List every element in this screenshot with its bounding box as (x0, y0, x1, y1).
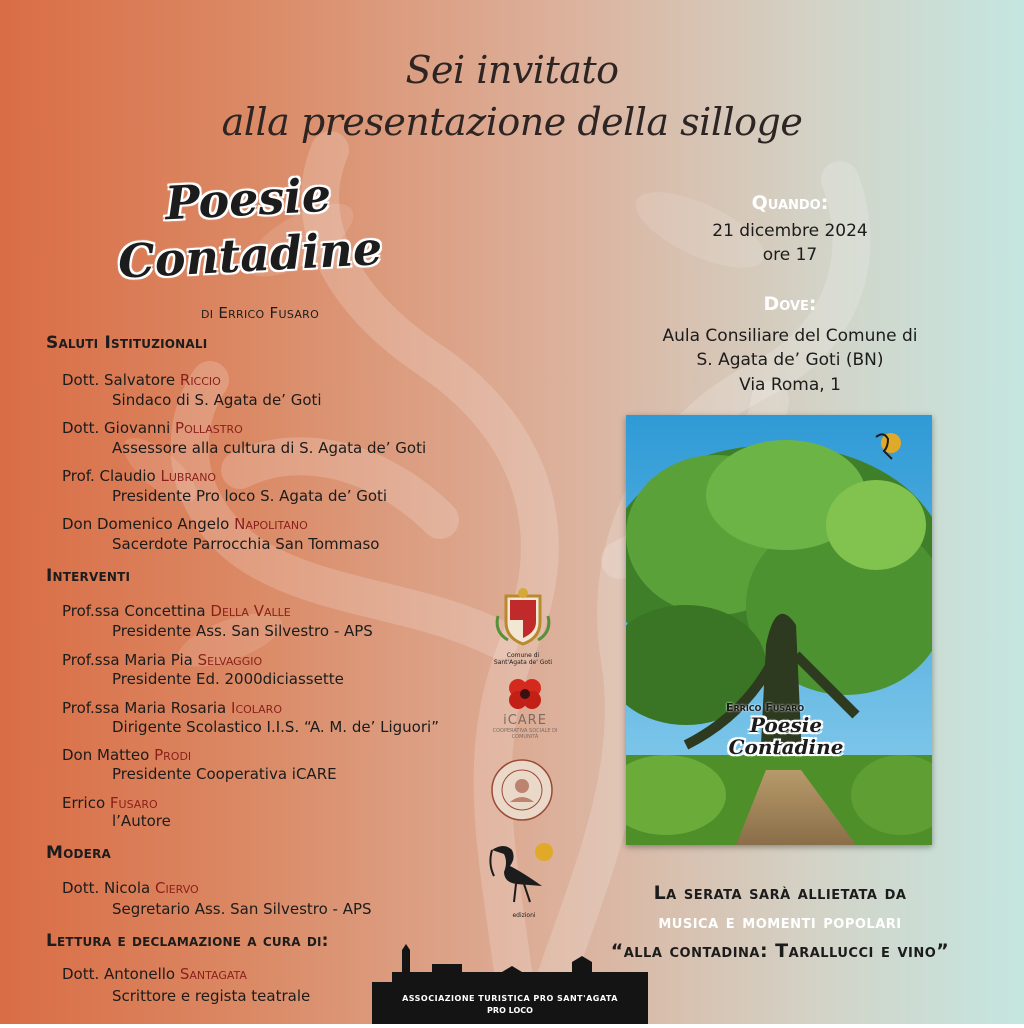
cover-author: Errico Fusaro (726, 701, 805, 714)
person-role: Assessore alla cultura di S. Agata de’ Goti (112, 439, 427, 457)
where-label: Dove: (763, 293, 817, 315)
proloco-banner (372, 942, 648, 1024)
comune-logo (492, 586, 554, 664)
person-name: Dott. Nicola Ciervo (62, 879, 199, 897)
ibis-icon (486, 836, 562, 908)
event-place-line2: S. Agata de’ Goti (BN) (696, 350, 884, 370)
invite-title-line2: alla presentazione della silloge (221, 100, 803, 144)
comune-logo-text: Comune di Sant'Agata de' Goti (493, 652, 553, 666)
proloco-name: ASSOCIAZIONE TURISTICA PRO SANT'AGATA (402, 994, 618, 1003)
event-place-line1: Aula Consiliare del Comune di (662, 326, 918, 346)
person-name: Dott. Antonello Santagata (62, 965, 247, 983)
event-place-line3: Via Roma, 1 (739, 375, 841, 395)
section-heading-modera: Modera (46, 843, 112, 863)
event-time: ore 17 (762, 245, 818, 265)
footer-line1: La serata sarà allietata da (653, 882, 907, 904)
person-name: Dott. Salvatore Riccio (62, 371, 221, 389)
section-heading-saluti: Saluti Istituzionali (46, 333, 208, 353)
seal-icon (490, 758, 554, 822)
invite-title-line1: Sei invitato (405, 48, 619, 92)
person-role: Sacerdote Parrocchia San Tommaso (112, 535, 380, 553)
edizioni-logo-text: edizioni (512, 912, 536, 919)
person-name: Prof. Claudio Lubrano (62, 467, 217, 485)
person-role: Sindaco di S. Agata de’ Goti (112, 391, 322, 409)
icare-logo-sub: COOPERATIVA SOCIALE DI COMUNITÀ (492, 728, 558, 740)
when-label: Quando: (751, 192, 829, 214)
person-role: l’Autore (112, 812, 171, 830)
tree-photo (626, 415, 932, 845)
book-logo-line1: Poesie (163, 167, 333, 231)
person-name: Don Matteo Prodi (62, 746, 192, 764)
person-name: Don Domenico Angelo Napolitano (62, 515, 308, 533)
event-date: 21 dicembre 2024 (712, 221, 868, 241)
person-role: Presidente Ass. San Silvestro - APS (112, 622, 373, 640)
person-name: Dott. Giovanni Pollastro (62, 419, 243, 437)
edizioni-logo (486, 836, 562, 919)
person-name: Prof.ssa Maria Pia Selvaggio (62, 651, 263, 669)
person-name: Prof.ssa Concettina Della Valle (62, 602, 291, 620)
footer-line2: musica e momenti popolari (658, 911, 902, 933)
proloco-sub: PRO LOCO (487, 1006, 533, 1015)
cover-title-line2: Contadine (728, 735, 844, 759)
person-role: Segretario Ass. San Silvestro - APS (112, 900, 372, 918)
cover-title-line1: Poesie (749, 713, 823, 737)
person-role: Dirigente Scolastico I.I.S. “A. M. de’ Liguori” (112, 718, 439, 736)
person-name: Errico Fusaro (62, 794, 158, 812)
coat-of-arms-icon (492, 586, 554, 648)
person-role: Presidente Ed. 2000diciassette (112, 670, 344, 688)
person-name: Prof.ssa Maria Rosaria Icolaro (62, 699, 282, 717)
person-role: Presidente Pro loco S. Agata de’ Goti (112, 487, 388, 505)
person-role: Presidente Cooperativa iCARE (112, 765, 337, 783)
icare-logo-name: iCARE (503, 713, 547, 728)
footer-line3: “alla contadina: Tarallucci e vino” (610, 940, 950, 962)
flower-icon (505, 676, 545, 710)
book-author: di Errico Fusaro (200, 304, 320, 322)
section-heading-interventi: Interventi (46, 566, 131, 586)
book-cover-image (626, 415, 932, 845)
person-role: Scrittore e regista teatrale (112, 987, 311, 1005)
icare-logo (490, 676, 560, 746)
book-logo-line2: Contadine (116, 221, 384, 289)
section-heading-lettura: Lettura e declamazione a cura di: (46, 931, 329, 951)
silvestro-logo (490, 758, 554, 822)
